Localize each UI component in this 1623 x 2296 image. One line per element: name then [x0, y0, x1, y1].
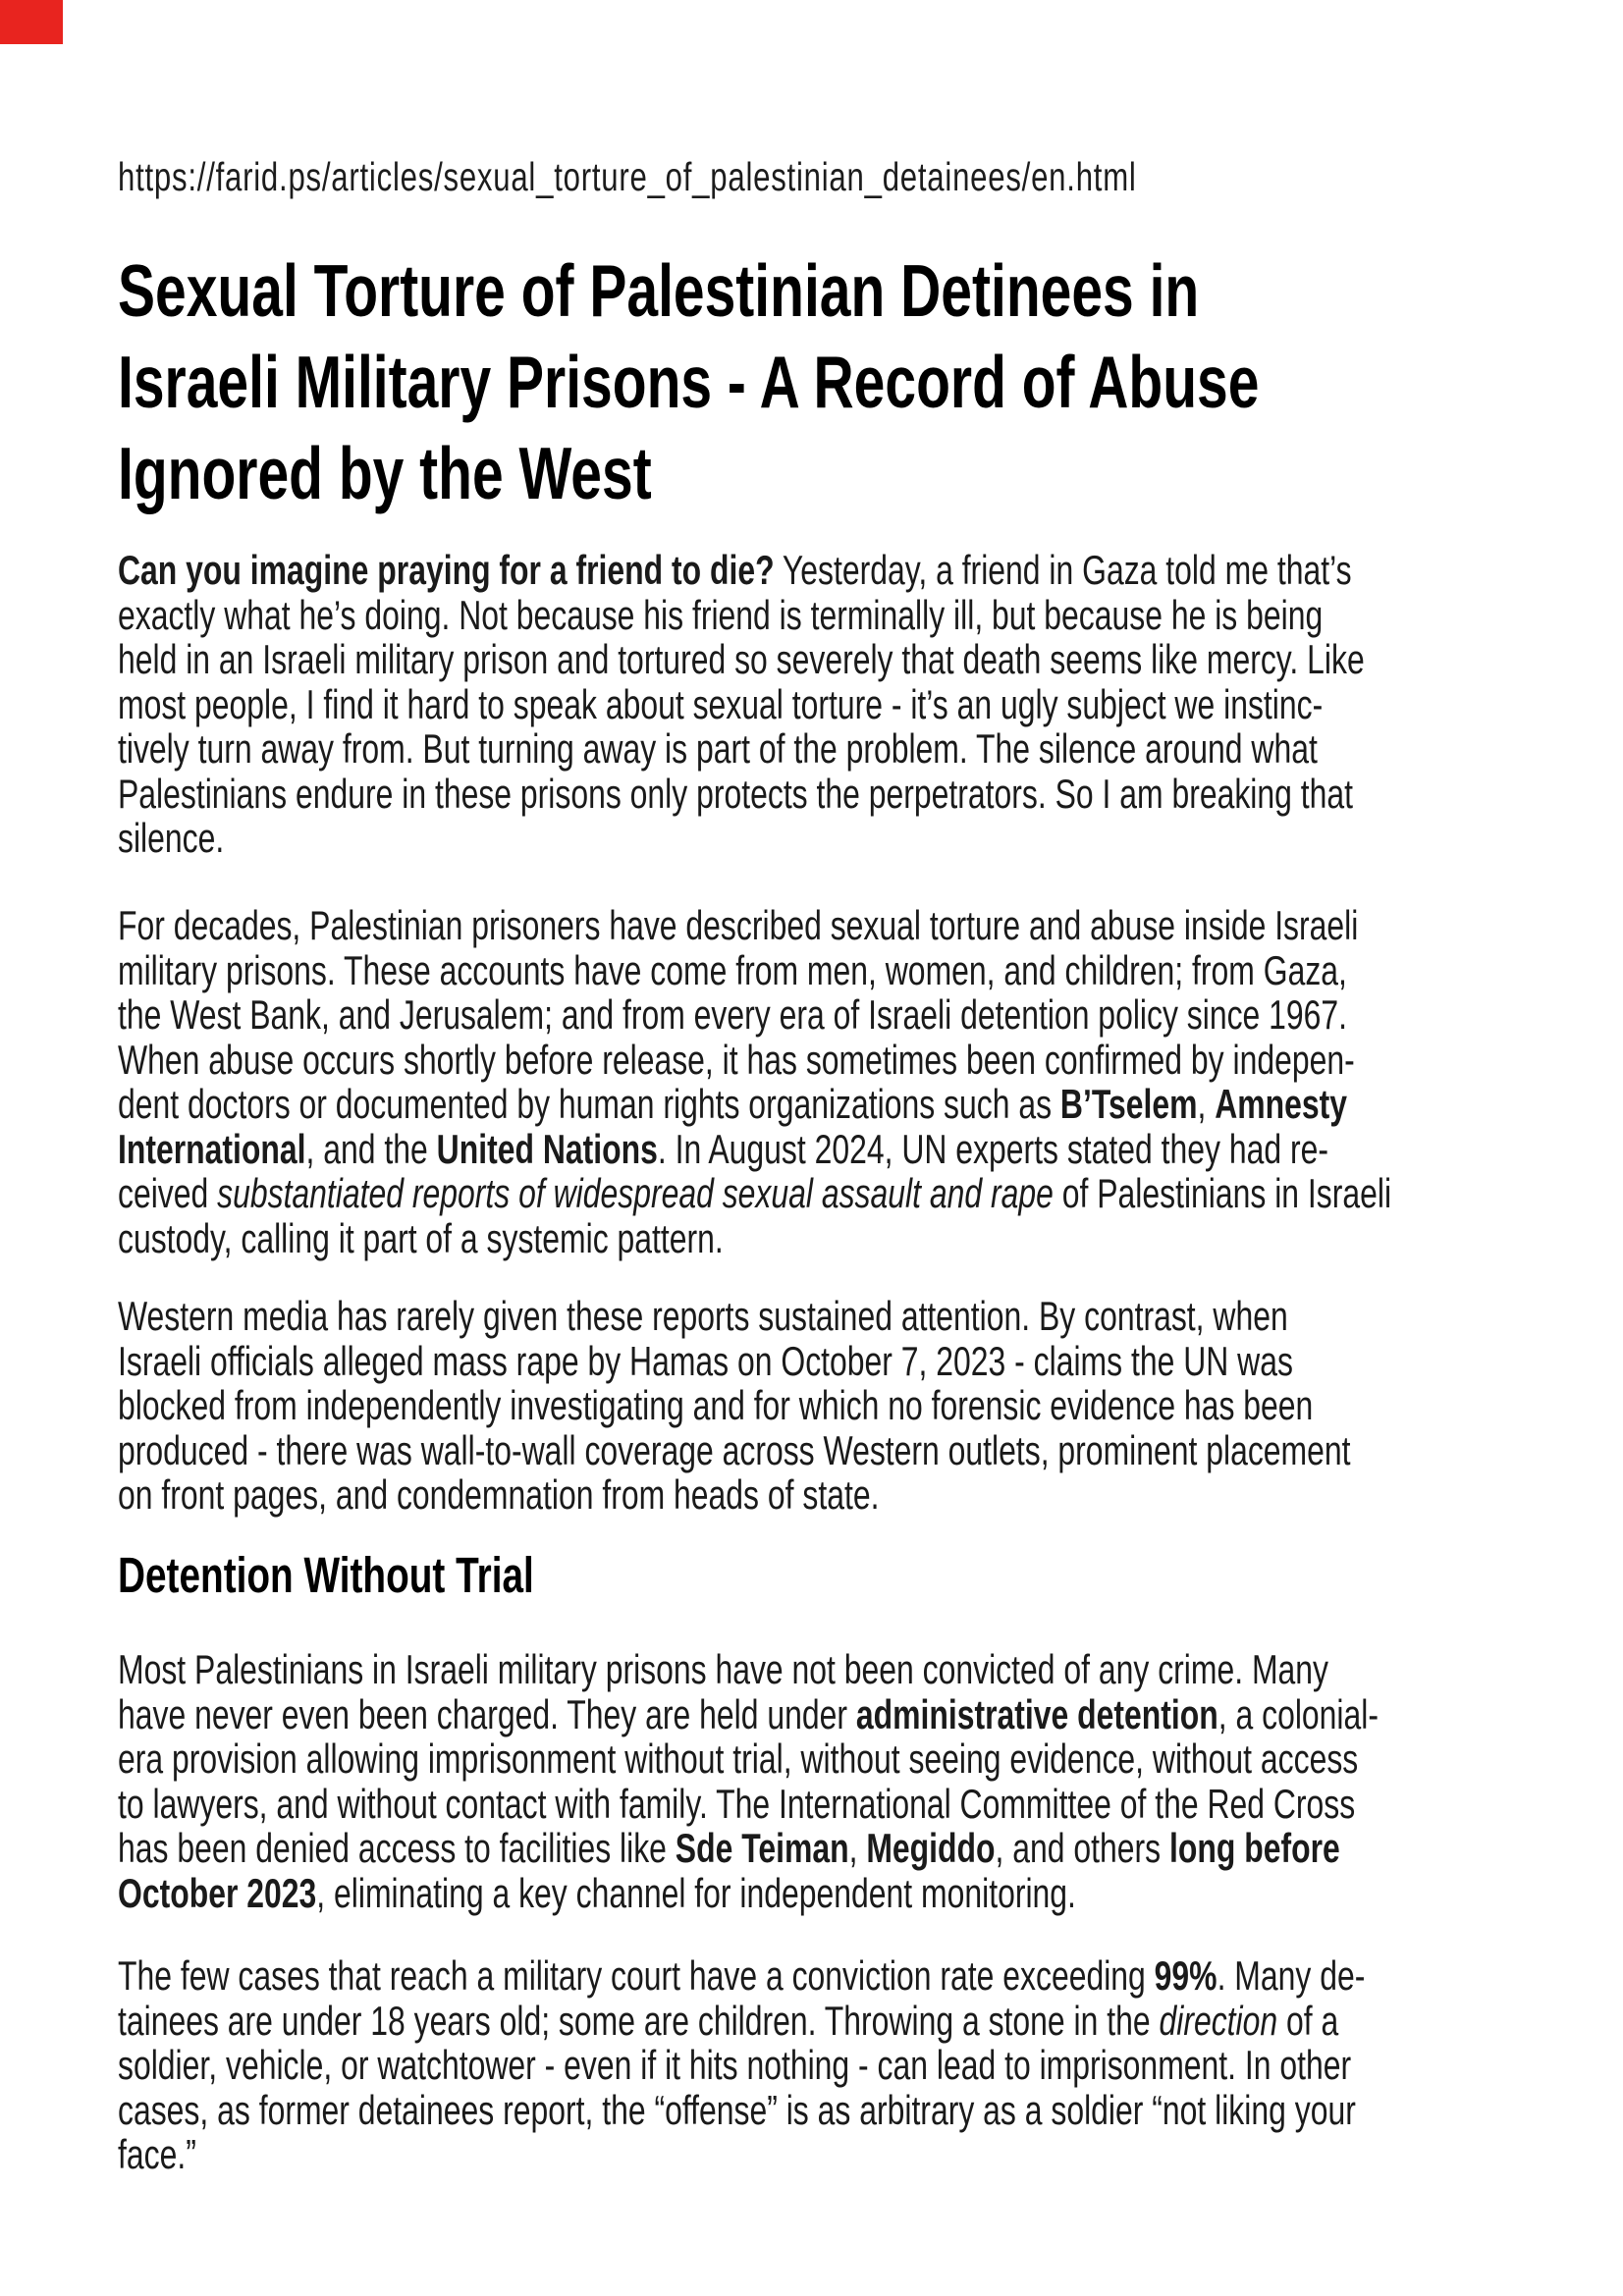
text-line: Western media has rarely given these reports sustained attention. By contrast, when [118, 1293, 1288, 1339]
text-line: custody, calling it part of a systemic pattern. [118, 1214, 724, 1261]
text-line: has been denied access to facilities like Sde Teiman, Megiddo, and others long before [118, 1825, 1340, 1871]
paragraph-administrative-detention [118, 1647, 1379, 1915]
text-line: cases, as former detainees report, the “offense” is as arbitrary as a soldier “not liking your [118, 2086, 1356, 2133]
article-title [118, 245, 1259, 519]
text-line: Ignored by the West [118, 432, 652, 514]
paragraph-military-court [118, 1953, 1365, 2177]
paragraph-history [118, 903, 1391, 1260]
text-line: to lawyers, and without contact with family. The International Committee of the Red Cross [118, 1780, 1356, 1827]
text-line: blocked from independently investigating and for which no forensic evidence has been [118, 1382, 1314, 1428]
text-line: produced - there was wall-to-wall coverage across Western outlets, prominent placement [118, 1426, 1351, 1473]
section-heading-detention-without-trial: Detention Without Trial [118, 1547, 534, 1603]
text-line: International, and the United Nations. In August 2024, UN experts stated they had re- [118, 1125, 1329, 1172]
text-line: Sexual Torture of Palestinian Detinees in [118, 249, 1200, 332]
text-line: tively turn away from. But turning away is part of the problem. The silence around what [118, 725, 1318, 772]
text-line: For decades, Palestinian prisoners have described sexual torture and abuse inside Israeli [118, 902, 1359, 948]
text-line: have never even been charged. They are held under administrative detention, a colonial- [118, 1690, 1379, 1737]
red-corner-marker [0, 0, 63, 44]
text-line: era provision allowing imprisonment without trial, without seeing evidence, without access [118, 1735, 1359, 1782]
text-line: Israeli Military Prisons - A Record of Abuse [118, 341, 1260, 423]
text-line: Israeli officials alleged mass rape by Hamas on October 7, 2023 - claims the UN was [118, 1337, 1293, 1384]
text-line: October 2023, eliminating a key channel for independent monitoring. [118, 1869, 1076, 1916]
text-line: silence. [118, 815, 225, 861]
text-line: most people, I find it hard to speak about sexual torture - it’s an ugly subject we instinc- [118, 680, 1324, 727]
text-line: When abuse occurs shortly before release, it has sometimes been confirmed by indepen- [118, 1036, 1355, 1083]
text-line: on front pages, and condemnation from heads of state. [118, 1471, 880, 1518]
text-line: dent doctors or documented by human rights organizations such as B’Tselem, Amnesty [118, 1081, 1348, 1127]
text-line: the West Bank, and Jerusalem; and from every era of Israeli detention policy since 1967. [118, 991, 1348, 1038]
source-url: https://farid.ps/articles/sexual_torture_of_palestinian_detainees/en.html [118, 154, 1137, 199]
text-line: military prisons. These accounts have come from men, women, and children; from Gaza, [118, 946, 1347, 993]
text-line: Can you imagine praying for a friend to die? Yesterday, a friend in Gaza told me that’s [118, 547, 1352, 593]
paragraph-western-media [118, 1294, 1351, 1518]
text-line: Most Palestinians in Israeli military prisons have not been convicted of any crime. Many [118, 1646, 1329, 1692]
paragraph-intro [118, 548, 1365, 861]
text-line: held in an Israeli military prison and tortured so severely that death seems like mercy. Like [118, 636, 1365, 682]
text-line: exactly what he’s doing. Not because his friend is terminally ill, but because he is being [118, 591, 1324, 638]
text-line: Palestinians endure in these prisons only protects the perpetrators. So I am breaking that [118, 770, 1354, 817]
text-line: tainees are under 18 years old; some are children. Throwing a stone in the direction of a [118, 1997, 1339, 2044]
text-line: face.” [118, 2131, 196, 2177]
text-line: ceived substantiated reports of widespread sexual assault and rape of Palestinians in Israeli [118, 1170, 1392, 1216]
text-line: soldier, vehicle, or watchtower - even if it hits nothing - can lead to imprisonment. In other [118, 2042, 1352, 2088]
text-line: The few cases that reach a military court have a conviction rate exceeding 99%. Many de- [118, 1952, 1366, 1999]
